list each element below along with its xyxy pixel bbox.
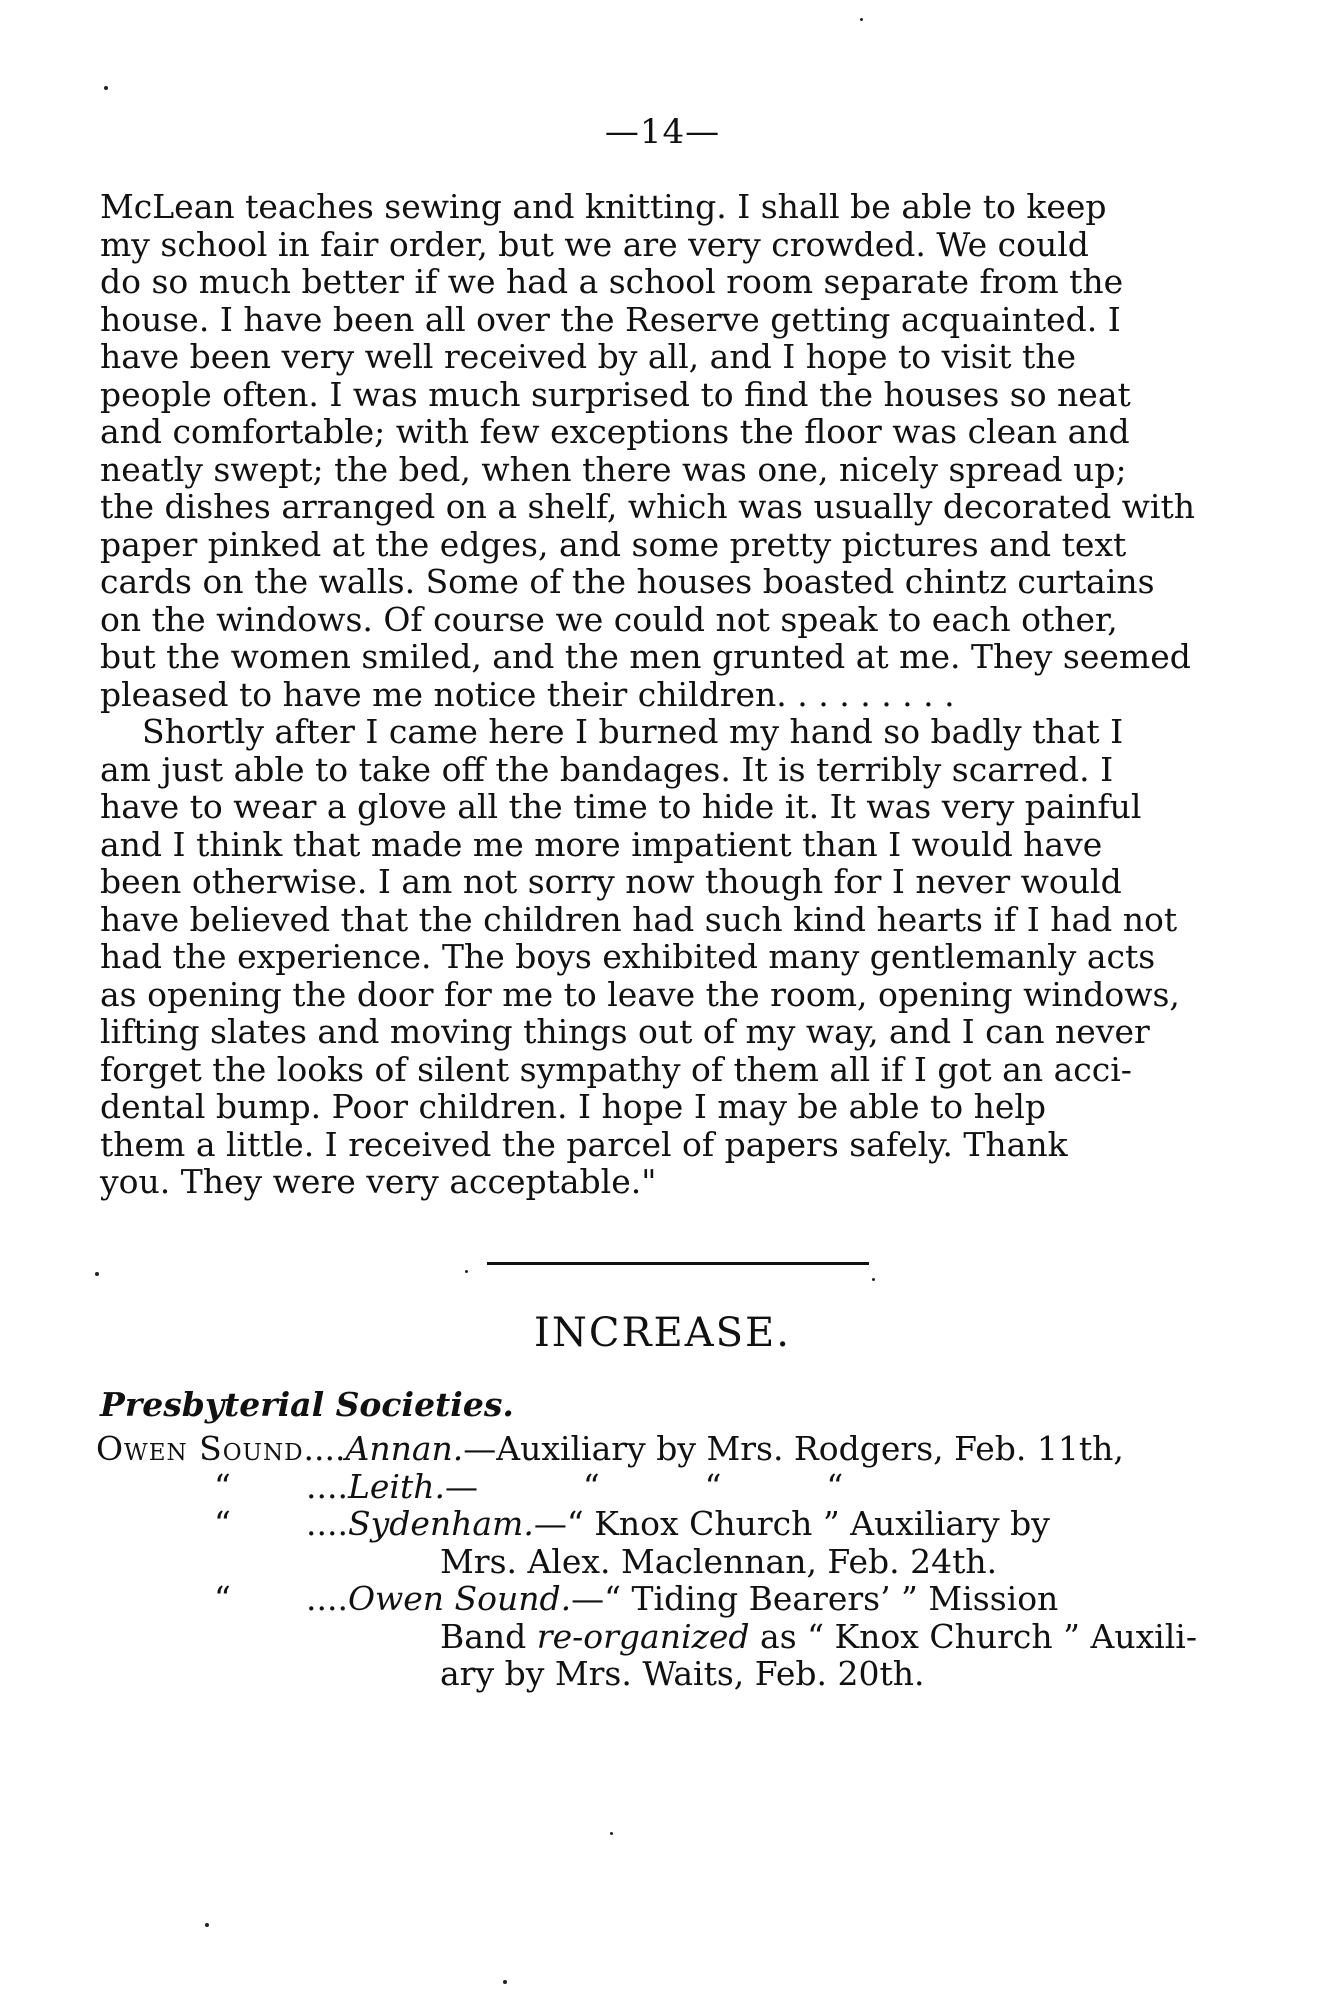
text-line: people often. I was much surprised to find the houses so neat [100,374,1131,414]
subheading: Presbyterial Societies. [100,1385,514,1424]
scan-speck [465,1270,468,1273]
text-line: cards on the walls. Some of the houses boasted chintz curtains [100,562,1155,601]
text-line: Shortly after I came here I burned my hand so badly that I [142,712,1124,751]
scan-speck [872,1278,875,1281]
text-line: house. I have been all over the Reserve getting acquainted. I [100,299,1121,339]
text-line: paper pinked at the edges, and some pretty pictures and text [100,524,1127,564]
entry-text: —Auxiliary by Mrs. Rodgers, Feb. 11th, [463,1429,1124,1468]
society-place: Sydenham. [347,1504,534,1543]
entry-text: —“ Knox Church ” Auxiliary by [533,1504,1050,1543]
text-line: you. They were very acceptable." [100,1162,657,1201]
entry-continuation [96,1618,1246,1656]
ditto-mark: “ [214,1466,231,1506]
leader-dots: .... [306,1466,348,1506]
text-line: but the women smiled, and the men grunted at me. They seemed [100,637,1191,676]
society-place: Leith. [347,1466,445,1506]
text-line: them a little. I received the parcel of papers safely. Thank [100,1124,1068,1164]
text-line: my school in fair order, but we are very crowded. We could [100,224,1089,264]
text-line: had the experience. The boys exhibited many gentlemanly acts [100,937,1156,976]
text-line: do so much better if we had a school room separate from the [100,262,1124,301]
text-line: and comfortable; with few exceptions the floor was clean and [100,412,1130,451]
ditto-mark: “ [214,1579,231,1618]
text-line: as opening the door for me to leave the room, opening windows, [100,974,1180,1014]
section-heading: INCREASE. [534,1310,791,1356]
text-line: am just able to take off the bandages. It is terribly scarred. I [100,749,1114,789]
text-line: have believed that the children had such kind hearts if I had not [100,899,1178,939]
scan-speck [860,18,863,21]
text-line: McLean teaches sewing and knitting. I shall be able to keep [100,187,1107,226]
list-item [96,1580,1246,1618]
continuation-text: as “ Knox Church ” Auxili- [749,1616,1197,1656]
text-line: pleased to have me notice their children. . . . . . . . . [100,674,955,714]
society-place: Annan. [345,1429,464,1468]
list-item [96,1468,1246,1506]
society-place: Owen Sound. [347,1579,572,1618]
scan-speck [205,1923,209,1927]
entry-continuation: Mrs. Alex. Maclennan, Feb. 24th. [440,1541,998,1581]
entry-text: —“ Tiding Bearers’ ” Mission [571,1579,1059,1618]
letter-text [100,188,1240,1201]
leader-dots: .... [306,1504,348,1543]
text-line: forget the looks of silent sympathy of them all if I got an acci- [100,1049,1132,1089]
text-line: and I think that made me more impatient than I would have [100,824,1103,864]
continuation-text: Band [440,1616,537,1656]
section-divider [487,1262,869,1265]
list-item [96,1430,1246,1468]
increase-list [96,1430,1246,1693]
scan-speck [95,1272,99,1276]
text-line: the dishes arranged on a shelf, which was usually decorated with [100,487,1195,526]
scan-speck [104,86,108,90]
leader-dots: .... [303,1429,346,1468]
leader-dots: .... [306,1579,348,1618]
presbytery-name: Owen Sound [96,1429,304,1468]
text-line: have been very well received by all, and I hope to visit the [100,337,1077,376]
ditto-mark: “ [214,1504,231,1543]
continuation-italic: re-organized [536,1616,750,1656]
page-number: —14— [604,112,721,152]
text-line: dental bump. Poor children. I hope I may be able to help [100,1087,1047,1126]
text-line: lifting slates and moving things out of my way, and I can never [100,1012,1150,1051]
text-line: been otherwise. I am not sorry now though for I never would [100,862,1122,901]
text-line: have to wear a glove all the time to hide it. It was very painful [100,787,1142,826]
scan-speck [503,1980,507,1984]
entry-text: — “ “ “ [444,1466,844,1506]
text-line: on the windows. Of course we could not speak to each other, [100,599,1118,639]
text-line: neatly swept; the bed, when there was one, nicely spread up; [100,449,1127,489]
scan-speck [610,1832,613,1835]
list-item [96,1505,1246,1543]
entry-continuation: ary by Mrs. Waits, Feb. 20th. [440,1654,925,1693]
